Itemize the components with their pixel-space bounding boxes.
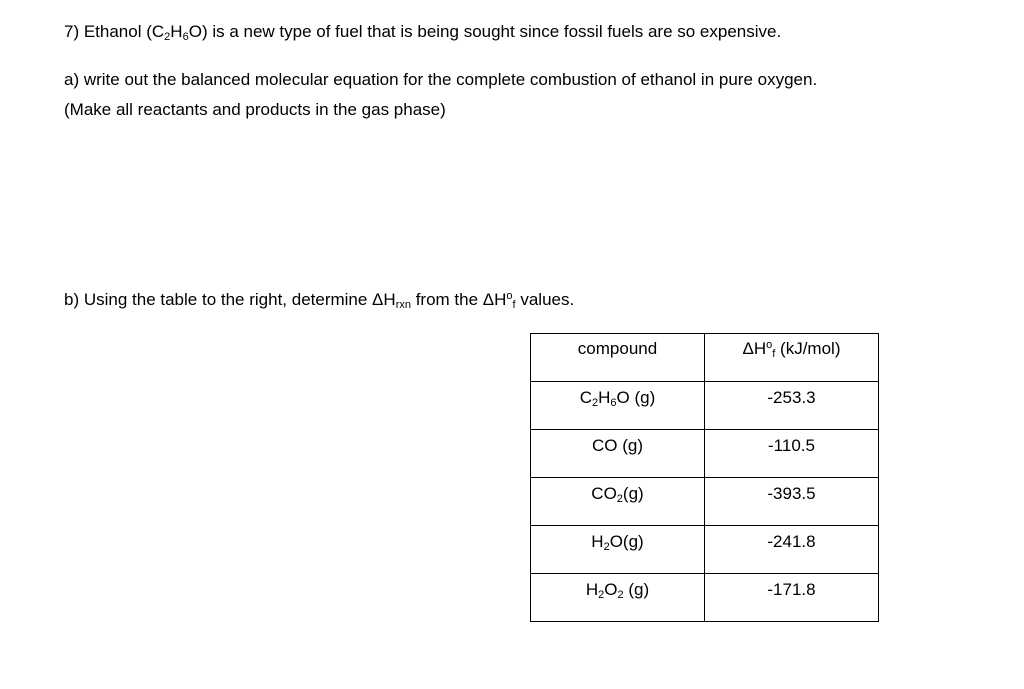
part-b-f-sub: f (512, 299, 516, 311)
compound-part: H (591, 532, 604, 551)
compound-part: (g) (622, 484, 644, 503)
compound-part: C (579, 388, 592, 407)
compound-part: (g) (623, 580, 650, 599)
part-a-line-2: (Make all reactants and products in the gas phase) (64, 100, 446, 119)
part-b-rxn-sub: rxn (395, 299, 411, 311)
table-header-row (531, 334, 879, 382)
compound-part: CO (591, 484, 617, 503)
compound-part: H (585, 580, 599, 599)
compound-cell (531, 430, 705, 478)
compound-part: CO (g) (592, 436, 643, 455)
compound-part: H (598, 388, 611, 407)
compound-sub: 2 (598, 589, 605, 601)
compound-sub: 2 (592, 397, 599, 409)
compound-sub: 2 (616, 493, 623, 505)
enthalpy-value: -393.5 (705, 478, 879, 526)
question-prefix: 7) Ethanol ( (64, 22, 152, 41)
compound-cell (531, 526, 705, 574)
table-row (531, 382, 879, 430)
part-b-suffix: values. (515, 290, 575, 309)
header-enthalpy (705, 334, 879, 382)
header-compound: compound (531, 334, 705, 382)
compound-cell (531, 382, 705, 430)
compound-part: O (604, 580, 618, 599)
part-b-prefix: b) Using the table to the right, determine ΔH (64, 290, 396, 309)
header-deg: o (766, 339, 773, 351)
enthalpy-table (530, 333, 879, 622)
part-b-deg: o (506, 290, 513, 302)
compound-cell (531, 574, 705, 622)
compound-part: O(g) (609, 532, 644, 551)
enthalpy-value: -253.3 (705, 382, 879, 430)
formula-c: C (151, 22, 165, 41)
formula-h: H (170, 22, 183, 41)
table-row (531, 478, 879, 526)
part-b-text (64, 289, 574, 311)
compound-sub: 2 (603, 541, 610, 553)
compound-part: O (g) (616, 388, 656, 407)
header-unit: (kJ/mol) (775, 339, 841, 358)
compound-sub: 2 (617, 589, 624, 601)
compound-cell (531, 478, 705, 526)
compound-sub: 6 (610, 397, 617, 409)
enthalpy-value: -110.5 (705, 430, 879, 478)
table-row (531, 430, 879, 478)
enthalpy-value: -171.8 (705, 574, 879, 622)
header-f-sub: f (772, 348, 776, 360)
table-row (531, 574, 879, 622)
formula-c-sub: 2 (164, 31, 171, 43)
table-row (531, 526, 879, 574)
question-rest: ) is a new type of fuel that is being sought since fossil fuels are so expensive. (201, 22, 782, 41)
part-b-middle: from the ΔH (410, 290, 507, 309)
enthalpy-value: -241.8 (705, 526, 879, 574)
header-dh: ΔH (742, 339, 767, 358)
question-7-text (64, 21, 781, 43)
part-a-line-1: a) write out the balanced molecular equation for the complete combustion of ethanol in pure oxygen. (64, 70, 818, 89)
formula-o: O (188, 22, 202, 41)
formula-h-sub: 6 (182, 31, 189, 43)
